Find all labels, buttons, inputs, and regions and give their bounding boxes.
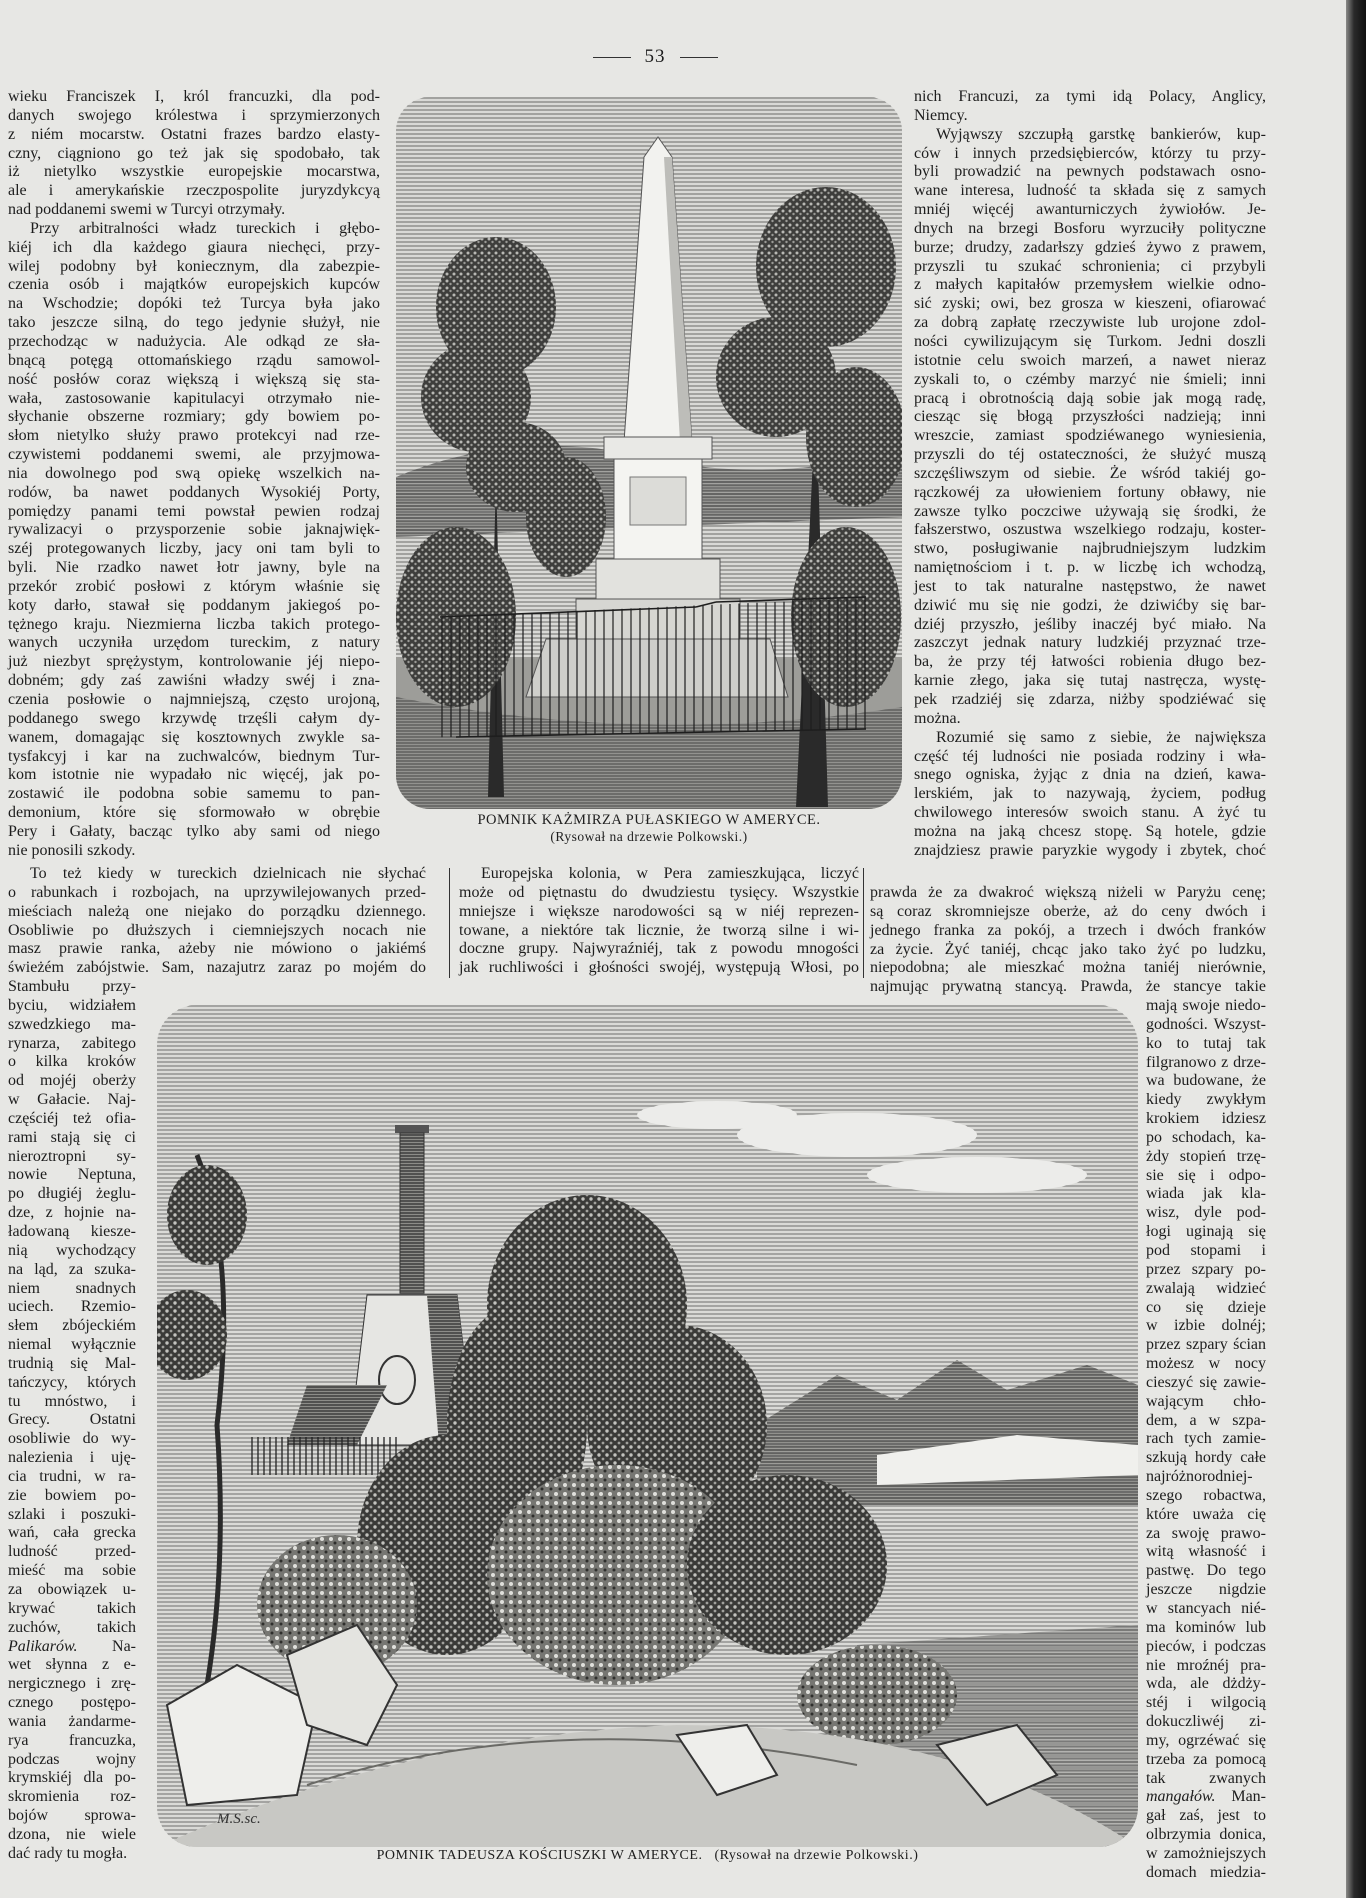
text-line: słychanie obszerne rozmiary; gdy bowiem po-: [8, 408, 380, 426]
text-line: tu mnóstwo, i: [8, 1392, 136, 1410]
text-line: snego ogniska, żyjąc z dnia na dzień, kawa-: [914, 766, 1266, 784]
text-line: bnącą potęgą ottomańskiego rządu samowol-: [8, 351, 380, 369]
text-line: filgranowo z drze-: [1146, 1053, 1266, 1071]
text-line: wilej podobny był koniecznym, dla zabezpie-: [8, 257, 380, 275]
text-line: czywistemi poddanemi swemi, ale przyjmowa-: [8, 446, 380, 464]
text-line: wań, cała grecka: [8, 1524, 136, 1542]
text-line: zaszczyt jednak natury ludzkiéj przyznać trze-: [914, 634, 1266, 652]
text-line: na ląd, za szuka-: [8, 1260, 136, 1278]
figure-caption-top: [396, 812, 902, 845]
text-line: w stancyach nié-: [1146, 1600, 1266, 1617]
text-line: ności cywilizującym się Turkom. Jedni doszli: [914, 332, 1266, 350]
text-line: częściéj też ofia-: [8, 1109, 136, 1127]
divider: [593, 57, 631, 58]
text-line: świeżém zabójstwie. Sam, nazajutrz zaraz po mojém do: [8, 959, 426, 977]
text-line: krymskiéj dla po-: [8, 1769, 136, 1787]
scan-edge: [1346, 0, 1366, 1898]
text-line: szkują hordy całe: [1146, 1449, 1266, 1467]
text-line: przyszli do téj ostateczności, że służyć muszą: [914, 446, 1266, 464]
text-line: nergicznego i zrę-: [8, 1675, 136, 1693]
text-line: poddanego swego krzywdę trzęśli całym dy-: [8, 709, 380, 727]
text-line: o rabunkach i rozbojach, na uprzywilejowanych przed-: [8, 883, 426, 901]
text-line: przez szpary ścian: [1146, 1336, 1266, 1354]
text-line: tańczycy, których: [8, 1373, 136, 1391]
text-line: Europejska kolonia, w Pera zamieszkująca, liczyć: [481, 865, 859, 882]
text-line: burze; drudzy, zadarłszy gdzieś żywo z prawem,: [914, 238, 1266, 256]
text-line: istotnie celu swoich marzeń, a nawet nieraz: [914, 351, 1266, 369]
text-line: Grecy. Ostatni: [8, 1411, 136, 1429]
text-line: uciech. Rzemio-: [8, 1298, 136, 1316]
text-line: wreszcie, zamiast spodziéwanego wyniesienia,: [914, 427, 1266, 445]
text-line: ale i amerykańskie rzeczpospolite juryzdykcyą: [8, 182, 380, 200]
text-line: pod stopami i: [1146, 1241, 1266, 1259]
text-line: zuchów, takich: [8, 1618, 136, 1636]
text-line: lerskiém, jak to nazywają, życiem, podług: [914, 785, 1266, 803]
text-line: nich Francuzi, za tymi idą Polacy, Anglicy,: [914, 88, 1266, 105]
text-line: sie się i odpo-: [1146, 1166, 1266, 1184]
text-line: słom nietylko służy prawo protekcyi nad rze-: [8, 427, 380, 445]
italic-term: mangałów.: [1146, 1788, 1216, 1806]
text-line: żdy stopień trzę-: [1146, 1147, 1266, 1165]
text-line: skromienia roz-: [8, 1788, 136, 1806]
text-line: kiedy zwykłym: [1146, 1091, 1266, 1109]
text-line: namiętnościom i t. p. w liczbę ich wchodzą,: [914, 559, 1266, 577]
text-line: danych swojego królestwa i sprzymierzonych: [8, 106, 380, 124]
text-line: godności. Wszyst-: [1146, 1015, 1266, 1033]
text-line: są coraz skromniejsze oberże, aż do ceny dwóch i: [870, 902, 1266, 920]
text-line: byli prowadzić na pewnych podstawach osno-: [914, 163, 1266, 181]
text-line: słem zbójeckiém: [8, 1317, 136, 1335]
column-left-upper: [8, 88, 380, 861]
text-line: zwalają widzieć: [1146, 1279, 1266, 1297]
text-line: trzeba za pomocą: [1146, 1750, 1266, 1768]
text-line: zyskali to, o czémby marzyć nie śmieli; inni: [914, 370, 1266, 388]
caption-credit: (Rysował na drzewie Polkowski.): [550, 829, 748, 844]
text-line: pieców, i podczas: [1146, 1637, 1266, 1655]
text-line: Niemcy.: [914, 106, 968, 124]
text-line: czny, ciągniono go też jak się spodobało, tak: [8, 144, 380, 162]
text-line: dzona, nie wiele: [8, 1825, 136, 1843]
page-number: [570, 46, 740, 68]
text-line: z małych kapitałów przemysłem wielkie odno-: [914, 276, 1266, 294]
text-line: koty darło, stawał się poddanym jakiegoś po-: [8, 596, 380, 614]
text-line: jednego franka za pokój, a trzech i dwóch franków: [870, 921, 1266, 939]
text-line: tak zwanych: [1146, 1769, 1266, 1787]
text-line: jeszcze nigdzie: [1146, 1581, 1266, 1599]
text-line: Stambułu przy-: [8, 978, 136, 995]
text-line: gał zaś, jest to: [1146, 1807, 1266, 1825]
text-line: Przy arbitralności władz tureckich i głębo-: [30, 219, 380, 237]
caption-credit: (Rysował na drzewie Polkowski.): [714, 1848, 919, 1863]
text-line: czenia posłowie o najmniejszą, często urojoną,: [8, 691, 380, 708]
text-line: za swoję prawo-: [1146, 1524, 1266, 1542]
text-line: szego robactwa,: [1146, 1486, 1266, 1504]
text-line: zie bowiem po-: [8, 1486, 136, 1504]
text-line: przyszli tu szukać schronienia; ci przybyli: [914, 257, 1266, 275]
text-line: w Gałacie. Naj-: [8, 1091, 136, 1109]
text-line: wisz, dyle pod-: [1146, 1204, 1266, 1222]
text-line: wa budowane, że: [1146, 1072, 1266, 1090]
text-line: za dobrą zapłatę rzeczywiste lub urojone zdol-: [914, 314, 1266, 332]
figure-caption-bottom: [157, 1848, 1138, 1864]
text-line: wet słynna z e-: [8, 1656, 136, 1674]
text-line: za obowiązek u-: [8, 1581, 136, 1598]
text-line: część téj ludności nie posiada rodziny i wła-: [914, 747, 1266, 765]
text-line: [8, 1638, 136, 1657]
column-middle: [459, 865, 859, 978]
text-line: ciesząc się błogą przyszłości nadzieją; inni: [914, 408, 1266, 426]
text-line: dem, a w szpa-: [1146, 1411, 1266, 1429]
text-line: kiéj ich dla każdego giaura niechęci, przy-: [8, 238, 380, 256]
text-line: domach miedzia-: [1146, 1863, 1266, 1881]
text-line: szlaki i poszuki-: [8, 1505, 136, 1523]
text-line: mniéj więcéj awanturniczych żywiołów. Je-: [914, 201, 1266, 219]
text-line: przez szpary po-: [1146, 1260, 1266, 1278]
text-line: dać rady tu mogła.: [8, 1844, 128, 1862]
text-line: można na jaką chcesz stopę. Są hotele, gdzie: [914, 822, 1266, 840]
text-line: przechodząc w nadużycia. Ale odkąd ze sła-: [8, 332, 380, 350]
text-line: byli. Nie rzadko nawet łotr jawny, byle na: [8, 559, 380, 577]
text-line: ców i innych przedsiębierców, którzy tu przy-: [914, 144, 1266, 162]
text-line: Osobliwie po dłuższych i ciemniejszych nocach nie: [8, 921, 426, 939]
text-line: rynarza, zabitego: [8, 1034, 136, 1052]
text-line: mieść ma sobie: [8, 1562, 136, 1580]
text-line: cia trudni, w ra-: [8, 1467, 136, 1485]
text-line: na Wschodzie; dopóki też Turcya była jako: [8, 295, 380, 313]
text-line: niepodobna; ale mieszkać można taniéj nierównie,: [870, 959, 1266, 977]
text-line: z niém mocarstw. Ostatni frazes bardzo elasty-: [8, 125, 380, 143]
text-line: To też kiedy w tureckich dzielnicach nie słychać: [30, 865, 426, 882]
column-rule: [863, 868, 864, 978]
text-line: wanem, domagając się kosztownych zwykle sa-: [8, 728, 380, 746]
text-line: nad poddanemi swemi w Turcyi otrzymały.: [8, 201, 286, 219]
text-line: znajdziesz prawie paryzkie wygody i zbytek, choć: [914, 841, 1266, 859]
text-line: tako jeszcze silną, do tego jedynie służył, nie: [8, 314, 380, 332]
text-line: za życie. Żyć taniéj, chcąc jako tako żyć po ludzku,: [870, 940, 1266, 958]
text-line: széj protegowanych liczby, jacy oni tam byli to: [8, 540, 380, 558]
text-line: prawda że za dwakroć większą niżeli w Paryżu cenę;: [870, 884, 1266, 901]
text-line: w zamożniejszych: [1146, 1844, 1266, 1862]
text-line: już niezbyt sprężystym, kontrolowanie jéj niepo-: [8, 653, 380, 671]
text-line: my, ogrzéwać się: [1146, 1731, 1266, 1749]
text-line: wiada jak kla-: [1146, 1185, 1266, 1203]
text-line: kom istotnie nie wypadało nic więcéj, jak po-: [8, 766, 380, 784]
engraving-pulaski-monument: [396, 97, 902, 809]
text-line: wda, ale dżdży-: [1146, 1675, 1266, 1693]
text-line: niem snadnych: [8, 1279, 136, 1297]
text-line: po schodach, ka-: [1146, 1128, 1266, 1146]
text-line: dziwić mu się nie godzi, że dziwićby się bar-: [914, 596, 1266, 614]
text-line: krywać takich: [8, 1599, 136, 1617]
page-number-text: 53: [644, 46, 666, 67]
text-line: po długiéj żeglu-: [8, 1185, 136, 1203]
text-line: stwo, posługiwanie najbrudniejszym ludzkim: [914, 540, 1266, 558]
text-line: Rozumié się samo z siebie, że największa: [936, 728, 1266, 746]
text-line: demonium, które się sformowało w obrębie: [8, 804, 380, 822]
text-line: ludność przed-: [8, 1543, 136, 1561]
text-line: dnych na brzegi Bosforu wyrzuciły polityczne: [914, 219, 1266, 237]
text-line: zostawić ile podobna sobie samemu to pan-: [8, 785, 380, 803]
text-line: osobliwie do wy-: [8, 1430, 136, 1448]
text-line: chwilowego interesów swoich stanu. A żyć tu: [914, 804, 1266, 822]
text-line: olbrzymia donica,: [1146, 1826, 1266, 1844]
text-line: o kilka kroków: [8, 1053, 136, 1071]
text-line: które uważa cię: [1146, 1505, 1266, 1523]
text-line: wieku Franciszek I, król francuzki, dla pod-: [8, 88, 380, 105]
text-line: witą własność i: [1146, 1543, 1266, 1561]
text-line: ma kominów lub: [1146, 1618, 1266, 1636]
caption-title: POMNIK KAŻMIRZA PUŁASKIEGO W AMERYCE.: [477, 812, 821, 828]
text-line: Pery i Gałaty, bacząc tylko aby sami od niego: [8, 822, 380, 840]
text-line: nieroztropni sy-: [8, 1147, 136, 1165]
text-line: cieszyć się zawie-: [1146, 1373, 1266, 1391]
text-line: można.: [914, 709, 961, 727]
text-line: Wyjąwszy szczupłą garstkę bankierów, kup-: [936, 125, 1266, 143]
column-rule: [449, 868, 450, 978]
column-right-wide: [870, 884, 1266, 997]
text-line: ładowaną kiesze-: [8, 1222, 136, 1240]
text-line: wane interesa, ludność ta składa się z samych: [914, 182, 1266, 200]
text-line: niemal wyłącznie: [8, 1336, 136, 1354]
text-line: od mojéj oberży: [8, 1072, 136, 1090]
text-line: mają swoje niedo-: [1146, 997, 1266, 1014]
text-line: krokiem idziesz: [1146, 1110, 1266, 1128]
text-line: rach tych zamie-: [1146, 1430, 1266, 1448]
text-line: nią wychodzący: [8, 1241, 136, 1259]
text-line: wania żandarme-: [8, 1712, 136, 1730]
text-line: dze, z hojnie na-: [8, 1204, 136, 1222]
text-line: doczne grupy. Najwyraźniéj, tak z powodu mnogości: [459, 940, 859, 958]
column-left-wide: [8, 865, 426, 978]
text-line: czenia osób i majątków europejskich kupców: [8, 276, 380, 294]
column-right-narrow: [1146, 997, 1266, 1883]
text-line: bojów sprowa-: [8, 1807, 136, 1825]
text-line: sić zyski; owi, bez grosza w kieszeni, ofiarować: [914, 295, 1266, 313]
text-line: podczas wojny: [8, 1750, 136, 1768]
text-line: fałszerstwo, oszustwa wszelkiego rodzaju, koster-: [914, 521, 1266, 539]
text-line: wanych uczyniła urzędom tureckim, z natury: [8, 634, 380, 652]
text-line: możesz w nocy: [1146, 1355, 1266, 1373]
text-line: trudnią się Mal-: [8, 1354, 136, 1372]
text-line: iż nietylko wszystkie europejskie mocarstwa,: [8, 163, 380, 181]
engraving-kosciuszko-monument: [157, 1005, 1138, 1847]
column-left-narrow: [8, 978, 136, 1864]
text-line: mieściach należą one niejako do porządku dziennego.: [8, 902, 426, 920]
text-line: karnie złego, jaka się tutaj nastręcza, wystę-: [914, 672, 1266, 690]
caption-title: POMNIK TADEUSZA KOŚCIUSZKI W AMERYCE.: [376, 1848, 703, 1863]
text-line: wała, zastosowanie kapitulacyi otrzymało nie-: [8, 389, 380, 407]
column-right-upper: [914, 88, 1266, 861]
text-line: [1146, 1788, 1266, 1807]
text-line: jest to tak naturalne następstwo, że nawet: [914, 577, 1266, 595]
text-line: pomiędzy panami temi powstał pewien rodzaj: [8, 502, 380, 520]
text-line: nia dowolnego pod swą opiekę wszelkich na-: [8, 464, 380, 482]
text-line: mniejsze i większe narodowości są w niéj reprezen-: [459, 902, 859, 920]
text-line: nowie Neptuna,: [8, 1166, 136, 1184]
text-line: pek rzadziéj się zdarza, niżby spodziéwać się: [914, 691, 1266, 708]
text-line: cznego postępo-: [8, 1694, 136, 1712]
text-line: dokuczliwéj zi-: [1146, 1713, 1266, 1731]
text-line: dziéj przyszło, jeśliby inaczéj być miało. Na: [914, 615, 1266, 633]
text-line: pastwę. Do tego: [1146, 1562, 1266, 1580]
text-line: co się dzieje: [1146, 1298, 1266, 1316]
text-line: rya francuzka,: [8, 1731, 136, 1749]
text-line: ność posłów coraz większą i większą się sta-: [8, 370, 380, 388]
text-line: nalezienia i uję-: [8, 1449, 136, 1467]
text-line: najróżnorodniej-: [1146, 1468, 1253, 1486]
text-line: dobném; gdy zaś zawiśni władzy swéj i zna-: [8, 672, 380, 690]
text-line: pracą i obrotnością dają sobie jak mogą radę,: [914, 389, 1266, 407]
text-line: szczęśliwszym od siebie. Że wśród takiéj go-: [914, 464, 1266, 482]
text-line: rączkowéj za ułowieniem fortuny obławy, nie: [914, 483, 1266, 501]
text-line: może od piętnastu do dwudziestu tysięcy. Wszystkie: [459, 883, 859, 901]
text-line: szwedzkiego ma-: [8, 1015, 136, 1033]
text-line: wającym chło-: [1146, 1392, 1266, 1410]
text-line: masz prawie ranka, ażeby nie mówiono o jakiémś: [8, 940, 426, 958]
text-line: najmując prywatną stancyą. Prawda, że stancye takie: [870, 978, 1266, 996]
text-segment: Na-: [77, 1637, 136, 1655]
text-line: przekór zrobić posłowi z którym właśnie się: [8, 577, 380, 595]
text-line: stéj i wilgocią: [1146, 1694, 1266, 1712]
divider: [680, 57, 718, 58]
text-line: zawsze tylko poczciwe używają się środki, że: [914, 502, 1266, 520]
text-line: w izbie dolnéj;: [1146, 1317, 1266, 1335]
svg-text:M.S.sc.: M.S.sc.: [217, 1811, 261, 1827]
text-line: nie ponosili szkody.: [8, 841, 136, 859]
text-line: tężnego kraju. Niezmierna liczba takich protego-: [8, 615, 380, 633]
text-line: jak ruchliwości i głośności swojéj, występują Włosi, po: [459, 959, 859, 977]
text-line: rodów, ba nawet poddanych Wysokiéj Porty,: [8, 483, 380, 501]
text-line: byciu, widziałem: [8, 996, 136, 1014]
text-line: ko to tutaj tak: [1146, 1034, 1266, 1052]
text-line: rami stają się ci: [8, 1128, 136, 1146]
text-line: towane, a niektóre tak licznie, że tworzą silne i wi-: [459, 921, 859, 939]
text-line: tysfakcyj i kar na zuchwalców, biednym Tur-: [8, 747, 380, 765]
text-segment: Man-: [1215, 1788, 1266, 1806]
italic-term: Palikarów.: [8, 1637, 78, 1655]
text-line: rywalizacyi o przysporzenie sobie jaknajwięk-: [8, 521, 380, 539]
text-line: ba, że przy téj łatwości robienia długo bez-: [914, 653, 1266, 671]
text-line: łogi uginają się: [1146, 1223, 1266, 1241]
text-line: nie mroźnéj pra-: [1146, 1656, 1266, 1674]
